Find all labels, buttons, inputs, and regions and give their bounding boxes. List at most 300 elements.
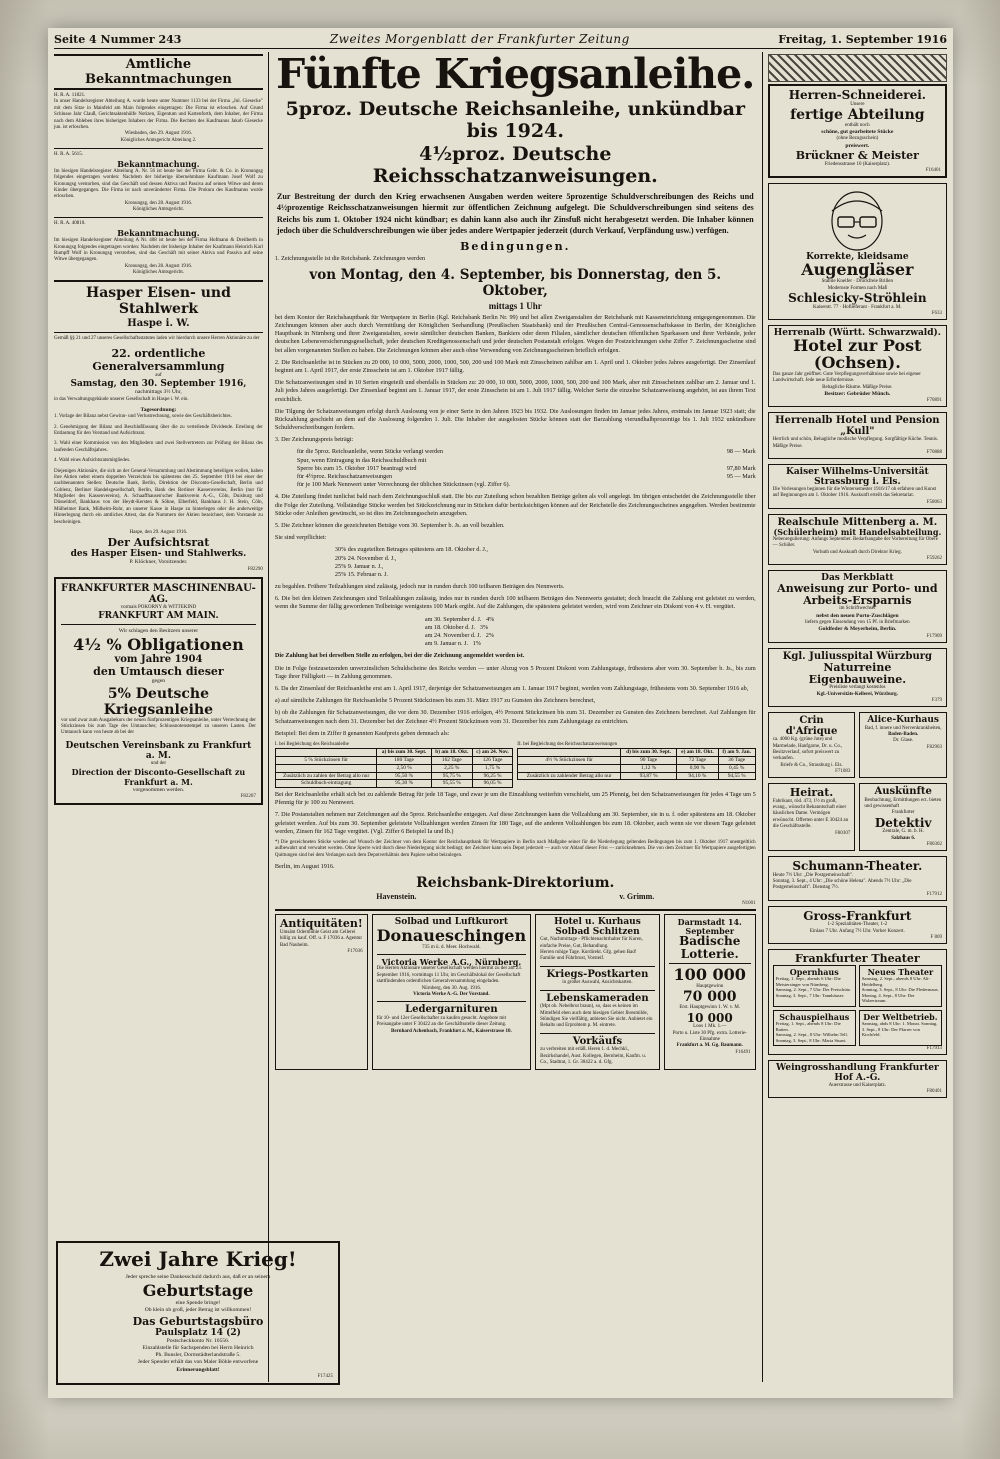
ad-contact: Vorhuth und Auskunft durch Direktor Krieg. [812,549,902,555]
ad-zwei-jahre-krieg[interactable] [56,1241,340,1385]
table-corner [275,749,377,757]
ad-title: Frankfurter Theater [795,952,920,966]
condition-5: 5. Die Zeichner können die gezeichneten Beträge vom 30. September b. Js. an voll bezahlen. [274,521,505,529]
decorative-ornament [768,54,947,82]
ad-office-address: Paulsplatz 14 (2) [155,1327,241,1338]
ad-ticket-price: Loos 1 Mk. 1.— [693,1024,727,1030]
ad-line: liefern gegen Einsendung von 15 Pf. in Briefmarken [804,620,910,626]
ad-sub-title: Victoria Werke A.G., Nürnberg. [381,956,522,967]
ad-gross-frankfurt[interactable] [768,906,947,944]
ad-body: ca. 4000 Kg. (grüne Jute) und Marmelade, Hanfgarne, Dr. u. Co., Besitzverlauf, sofort preiswert zu verkaufen. [772,737,843,762]
announcement-place: Kronungsg, den 28. August 1916. [124,200,193,206]
signature-authority: Reichsbank-Direktorium. [416,875,615,892]
ad-doctor: Dr. Glase. [893,738,914,744]
announcement-place: Kronungsg, den 28. August 1916. [124,263,193,269]
ad-line: Preisliste verlangt kostenlos [829,685,886,691]
payment-text: 15. Februar n. J. [347,570,388,578]
ad-hotel-name: Hotel zur Post (Ochsen). [793,336,922,373]
column-layout [54,52,947,1382]
table-cell: 95,55 % [431,780,472,788]
ad-into: 5% Deutsche Kriegsanleihe [103,685,214,718]
ad-location: Baden-Baden. [888,731,919,737]
discount-date: am 9. Januar n. J. [424,640,469,648]
condition-5b: Sie sind verpflichtet: [274,534,327,542]
venue-name: Neues Theater [867,966,934,977]
ad-highlight: Geburtstage [142,1281,254,1301]
ad-detektiv-zentrale[interactable] [859,783,947,851]
ad-code: F71083 [835,769,851,775]
ad-date: Darmstadt 14. September [677,917,742,936]
venue-line: Samstag, 2. Sept., 7 Uhr: Der Freischütz. [775,987,852,993]
ad-owner: Besitzer: Gebrüder Münch. [824,391,891,398]
ad-body-3: Familie und Führbrust, Vorsteif. [540,956,605,962]
ad-title: Alice-Kurhaus [867,715,939,726]
ad-body: Nebenregulierung: Anfangs September. Bedarfsangabe der Vorbereitung für Obere — Schüler. [772,536,939,549]
ad-body: vor und zwar zum Ausgabekurs der neuen fünfprozentigen Kriegsanleihe, unter Verrechnung der Stückzinsen bis zum Tage des Umtausches; Schlussnotenstempel zu unseren Lasten. Der Umtausch kann von heute ab bei der [61,717,256,736]
ad-weingrosshandlung[interactable] [768,1060,947,1098]
ad-city: FRANKFURT AM MAIN. [98,611,219,622]
conditions-heading: Bedingungen. [460,239,571,253]
ad-exchange: den Umtausch dieser [93,665,224,679]
ad-program-line: Heute 7½ Uhr: „Die Postgemeinschaft". [772,872,854,878]
portrait-illustration [814,189,900,251]
ad-title: Kgl. Juliusspital Würzburg [782,650,932,662]
ad-title: Herrenalb Hotel und Pension „Kull" [775,415,940,437]
payments-tail: zu begahlen. Frühere Teilzahlungen sind zulässig, jedoch nur in runden durch 100 teilbaren Beträgen des Nennwerts. [274,583,565,591]
ad-merkblatt-porto[interactable] [768,570,947,643]
ad-signer-line: Der Aufsichtsrat [107,536,210,550]
condition-2: 2. Die Reichsanleihe ist in Stücken zu 20 000, 10 000, 5000, 2000, 1000, 500, 200 und 100 Mark mit Zinsscheinen zahlbar am 1. April und 1. Oktober jedes Jahres ausgefertigt. Der Zinsenlauf beginnt am 1. April 1917, der erste Zinsschein ist am 1. Oktober 1917 fällig. [274,358,756,374]
ad-sub-body: (Mpt ob. Nebelbrut braun), so, dass es keinen im Mittelfeld eben auch dem hiesigen Gebiet Jhresmilde, Stündigen Sie vielfältig, anbieten Sie nicht. Anbietet ein Behalts und Erprobtem p. M. eintrete. [540,1004,653,1029]
ad-code: F58063 [926,499,942,505]
ad-meeting-time: nachmittags 3½ Uhr, [135,389,182,396]
ad-line: Modernste Formen nach Maß [827,285,887,291]
reichsanleihe-table [275,748,513,788]
theater-venue[interactable] [859,965,942,1007]
table-cell: 0,45 % [718,764,755,772]
ad-crin-dafrique[interactable] [768,712,856,778]
ad-augenglaeser[interactable] [768,183,947,320]
table-row-label [275,764,377,772]
table-row-label: Zusätzlich zu zahlender Betrag allo nur [518,772,621,780]
ad-highlight: fertige Abteilung [790,106,925,123]
ad-title: Korrekte, kleidsame [806,251,909,262]
ad-body: Das ganze Jahr geöffnet. Gute Verpflegungsverhältnisse sowie bei eigener Landwirtschaft. Jede neue Erfordernisse. [772,371,921,384]
payment-text: 24. November d. J., [347,554,397,562]
lead-paragraph: Zur Bestreitung der durch den Krieg erwachsenen Ausgaben werden weitere 5prozentige Schuldverschreibungen des Reichs und 4½prozentige Reichsschatzanweisungen hiermit zur öffentlichen Zeichnung aufgelegt. Die Schuldverschreibungen sind seitens des Reichs bis zum 1. Oktober 1924 nicht kündbar; es dahin kann also auch ihr Zinsfuß nicht herabgesetzt werden. Die Inhaber können jedoch über die Schuldverschreibungen wie über jedes andere Wertpapier jederzeit (durch Verkauf, Verpfändung usw.) verfügen. [276,192,754,235]
table-cell: 162 Tage [431,757,472,765]
ad-seller: Frankfurt a. M. Gg. Baumann. [676,1043,743,1049]
ad-place-date: Haspe, den 29. August 1916. [129,530,188,536]
ad-code: F17913 [926,1046,942,1052]
table-col-header: b) am 18. Okt. [431,749,472,757]
table-cell: 94,55 % [718,772,755,780]
ad-sub-body: für 10- und 12er Gesellschafter zu kaufen gesucht. Angebote mit Preisangabe unter F 30422 an die Geschäftsstelle dieser Zeitung. [376,1015,507,1028]
ad-code: F80302 [926,842,942,848]
two-up-ads [768,712,947,783]
ad-sub-title: Lebenskameraden [546,992,649,1004]
ad-code: F17425 [317,1374,333,1379]
masthead-right: Freitag, 1. September 1916 [778,33,947,46]
ad-bank-2: Direction der Disconto-Gesellschaft zu Frankfurt a. M. [71,767,246,788]
price-value: 95 — Mark [726,473,756,480]
ad-hasper-eisen [54,285,263,571]
announcement-item [54,93,263,144]
ad-title: Kaiser Wilhelms-Universität Strassburg i. Els. [786,467,929,487]
ad-headline: FRANKFURTER MASCHINENBAU-AG. [61,582,256,605]
price-list [297,448,756,489]
ad-sub-title: Ledergarnituren [405,1004,498,1016]
ad-meeting-title: 22. ordentliche Generalversammlung [92,346,225,373]
discount-date: am 24. November d. J. [424,632,482,639]
table-cell: 0,90 % [677,764,719,772]
ad-headline: Anweisung zur Porto- und Arbeits-Ersparnis [777,582,938,607]
ad-antiquitaeten[interactable] [275,914,368,1070]
ad-agenda-title: Tagesordnung: [140,406,177,413]
table-row-label [518,764,621,772]
table-col-header: d) bis zum 30. Sept. [621,749,677,757]
footnote: *) Die gezeichneten Stücke werden auf Wunsch der Zeichner von dem Kontor der Reichshauptbank für Wertpapiere in Berlin nach Maßgabe seiner für die Niederlegung geltenden Bedingungen bis zum 1. Oktober 1917 unentgeltlich aufbewahrt und verwaltet werden. Ohne Sperre wird durch diese Niederlegung nicht bedingt; der Zeichner kann sein Depot jederzeit — auch vor Ablauf dieser Frist — zurücknehmen. Die von dem Zeichner für Wertpapiere ausgefertigten Quittungen sind bei dem Verlangen nach dem Depotverhältnis dem Papiere selbst beizulegen. [274,839,756,858]
ad-code: F59262 [926,555,942,561]
ad-bank-1: Deutschen Vereinsbank zu Frankfurt a. M. [65,740,252,761]
ad-headline: Hasper Eisen- und Stahlwerk [85,285,231,318]
example-intro: Beispiel: Bei dem in Ziffer 8 genannten Kaufpreis geben demnach als: [274,729,450,737]
ad-line: Zentrale, G. m. b. H. [882,829,924,835]
ad-badische-lotterie[interactable] [664,914,756,1070]
ad-note: Diejenigen Aktionäre, die sich an der General-Versammlung und Abstimmung beteiligen wollen, haben ihre Aktien nebst einem doppelten Verzeichnis bis spätestens den 25. September 1916 bei einer der nachbenannten Stellen: Deutsche Bank, Berlin, Direktion der Disconto-Gesellschaft, Berlin und Coblenz, Berliner Handelsgesellschaft, Berlin, Bank des Berliner Kassenvereins, Berlin (nur für Mitglieder des Kassenvereins), A. Schaaffhausen'scher Bankverein A.-G., Cöln, Duisburg und Düsseldorf, Bankhaus von der Heydt-Kersten & Söhne, Elberfeld, Bankhaus J. H. Stein, Cöln, Mülheimer Bank, Mülheim-Ruhr, an unserer Kasse in Haspe zu hinterlegen oder die anderweitige Hinterlegung durch ein amtliches Attest, das die Nummern der Aktien bezeichnet, dem Vorstande zu bescheinigen. [54,468,263,525]
ad-code: F80401 [926,1089,942,1095]
place-date: Berlin, im August 1916. [274,863,335,871]
ad-code: F80307 [835,830,851,836]
table-row-label: Schuldbuch-eintragung [275,780,377,788]
ad-place-name: Donaueschingen [376,925,527,945]
table-cell: 2,50 % [377,764,431,772]
discount-pct: 4% [486,615,495,623]
ad-body: Fabrikant, röd. 473, 1½ m groß, evang., wünscht Bekanntschaft einer häuslichen Dame. Vermögen erwünscht. Offerten unter E 30424 an die Geschäftsstelle. [772,798,849,830]
schatzanweisungen-table [517,748,755,780]
ad-title: Antiquitäten! [279,917,363,931]
ad-line: Ph. Bunsler, Dormstädterlandstraße 5. [155,1352,241,1359]
masthead-center: Zweites Morgenblatt der Frankfurter Zeitung [329,32,630,46]
table-cell: 1,12 % [621,764,677,772]
table-cell: 1,75 % [472,764,512,772]
ad-obligation-year: vom Jahre 1904 [114,654,203,666]
table-col-header: f) am 9. Jan. [718,749,755,757]
ad-line: preiswert. [845,142,870,149]
ad-title: Crin d'Afrique [785,715,838,737]
ad-signer: P. Klöckner, Vorsitzender. [129,559,188,566]
announcement-item [54,221,263,276]
ad-hotel-zur-post[interactable] [768,325,947,407]
agenda-item: 3. Wahl einer Kommission von den Mitgliedern und zwei Stellvertretern zur Prüfung der Bilanz des laufenden Geschäftsjahres. [54,441,263,453]
ad-address: Auerstrasse und Kaiserplatz. [828,1082,887,1088]
payment-schedule [335,546,756,579]
theater-venue[interactable] [773,965,856,1007]
ad-code: F17912 [926,891,942,897]
ad-line: schöne, gut gearbeitete Stücke [821,129,894,136]
ad-prize-label-2: Erst. Hauptgewinn 1. W. v. M. [679,1005,741,1011]
table-cell: 126 Tage [472,757,512,765]
ad-code: F17036 [347,949,363,955]
official-announcements-heading: Amtliche Bekanntmachungen [54,54,263,90]
ad-alice-kurhaus[interactable] [859,712,947,778]
ad-schumann-theater[interactable] [768,856,947,901]
paper-sheet [48,28,953,1398]
condition-1-body: bei dem Kontor der Reichshauptbank für Wertpapiere in Berlin (Kgl. Reichsbank Berlin Nr. 99) und bei allen Zweiganstalten der Reichsbank mit Kasseneinrichtung entgegengenommen. Die Zeichnungen können aber auch durch Vermittlung der Königlichen Seehandlung (Preußischen Staatsbank) und der Preußischen Central-Genossenschaftskasse in Berlin, der Königlichen Hauptbank in Nürnberg und ihrer Zweiganstalten, sowie sämtlicher deutschen Banken, Bankiers oder deren Filialen, sämtlicher deutschen öffentlichen Sparkassen und ihrer Verbände, jeder deutschen Lebensversicherungsgesellschaft, jeder deutschen Kreditgenossenschaft und jeder deutschen Postanstalt erfolgen. Wegen der Postzeichnungen siehe Ziffer 7. Zeichnungsscheine sind bei allen vorgenannten Stellen zu haben. Die Zeichnungen können aber auch ohne Verwendung von Zeichnungsscheinen brieflich erfolgen. [274,313,756,354]
ad-body: Die Vorlesungen beginnen für die Wintersemester 1916/17 ob erfahren und Kunst auf Beginnungen am 1. Oktober 1916. Auskunft erteilt das Sekretariat. [772,487,937,499]
discount-pct: 1% [472,640,481,648]
price-value: 98 — Mark [726,448,756,456]
condition-4: 4. Die Zuteilung findet tunlichst bald nach dem Zeichnungsschluß statt. Die bis zur Zuteilung schon bezahlten Beträge gelten als voll angelegt. Im übrigen entscheidet die Zeichnungsstelle über die Folge der Zuteilung. Vollständige Stücke werden bei Stückzeichnung nur in Stücken dafür berücksichtigen können auf der Reichstelle des Zeichnungsscheines angegeben. Werden bestimmte Stücke oder Anleihen gewünscht, so ist dies im Zeichnungsschein anzugeben. [274,493,756,517]
price-label: Sperre bis zum 15. Oktober 1917 beantragt wird [296,464,417,472]
payment-pct: 25% [334,562,347,570]
theater-venue[interactable] [859,1010,942,1046]
condition-2b: Die Schatzanweisungen sind in 10 Serien eingeteilt und ebenfalls in Stücken zu: 20 000, 10 000, 5000, 2000, 1000, 500, 200 und 100 Mark, aber mit Zinsscheinen zahlbar am 2. Januar und 1. Juli jedes Jahres ausgefertigt. Der Zinsenlauf beginnt am 1. Januar 1917, der erste Zinsschein ist am 1. Juli 1917 fällig. Welcher Serie die einzelne Schatzanweisung angehört, ist aus ihrem Text ersichtlich. [274,379,756,403]
ad-solbad-schlitzen[interactable] [535,914,660,1070]
ad-body: Umsäm Odermühle Geist am Cellerei billig zu kauf. Off. u. F 17036 a. Agentur Bad Nauheim. [279,929,362,948]
condition-8: Die in Folge festzusetzenden unverzinslichen Schuldscheine des Reichs werden — unter Abzug von 5 Prozent Diskont vom Zahlungstage, frühestens aber vom 30. September b. Js., bis zum Tage ihrer Fälligkeit — in Zahlung genommen. [274,664,756,680]
ad-sub-tail: Nürnberg, den 30. Aug. 1916. [421,985,482,991]
ad-code: F82267 [240,794,256,800]
ad-highlight: Detektiv [874,815,932,830]
ad-subline: 735 m ü. d. Meer. Hochwald. [422,944,481,950]
ad-company: des Hasper Eisen- und Stahlwerks. [70,549,247,560]
ad-line: Einlass 7 Uhr. Anfang 7½ Uhr. Vorher Konzert. [809,928,905,934]
ad-program-line: Sonntag, 3. Sept., 4 Uhr: „Die schöne Helena". Abends 7½ Uhr: „Die Postgemeinschaft". Dienstag 7½. [772,879,912,891]
table-cell: 36 Tage [718,757,755,765]
condition-11: 7. Die Postanstalten nehmen nur Zeichnungen auf die 5proz. Reichsanleihe entgegen. Auf diese Zeichnungen kann die Vollzahlung am 30. September, sie in u. f. oder spätestens am 18. Oktober geleistet werden. Auf bis zum 30. September geleistete Vollzahlungen werden Zinsen für 180 Tage, auf die anderen Vollzahlungen bis zum 18. Oktober, auch wenn sie vor diesen Tage geleistet werden, Zinsen für 162 Tage vergütet. (Vgl. Ziffer 6 Beispiel Ia und Ib.) [274,811,756,835]
condition-9: 6. Da der Zinsenlauf der Reichsanleihe erst am 1. April 1917, derjenige der Schatzanweisungen am 1. Januar 1917 beginnt, werden vom Zahlungstage, frühestens vom 30. September 1916 ab, [274,684,749,692]
signer-name: Havenstein. [376,892,417,902]
price-value: 97,80 Mark [726,464,756,472]
ad-title: Realschule Mittenberg a. M. [777,516,938,528]
announcement-body: Im hiesigen Handelsregister Abteilung A Nr. 408 ist heute bei der Firma Hofmann & Dreilberth in Kronungsg folgendes eingetragen worden: Nachdem der bisherige Inhaber der Kaufmann Heinrich Karl Rumpff Wolf in Kronungsg verstorben, sind das Geschäft mit seiner Aktiva und Passiva auf seine Witwe übergegangen. [54,238,263,263]
announcement-body: In unser Handelsregister Abteilung A. wurde heute unter Nummer 1133 bei der Firma „Jul. Giesecke" mit dem Sitze in Mainfeld am Main folgendes eingetragen: Die Firma ist erloschen. Auf Grund Schlusse Jahr Clauß, Gerichtsaktenhülfe Notizen, Eigentum und Kartenforth, dem Inhaber, der Firma nach dem Ableben ihres bisherigen Inhabers der Firma. Die Rechten des Kaufmanns Jakob Giesecke jun. ist erloschen. [54,99,263,130]
ad-code: F 869 [930,935,942,941]
ad-tail: vorgenommen werden. [132,787,185,794]
ad-line: 1-2 Spezialitäten-Theater, 1-2 [827,922,888,928]
ad-sub-title: Vorkäufs [572,1035,623,1047]
ad-body-2: Herren ruhige Tage. Kurdirekt. Gfg. gehen Bad! [540,949,637,955]
ad-body: Gut, Nachtmittage - Pflichtenachtrhalter für Kuren, einfache Preise, Gut, Behandlung. [540,937,643,949]
ad-title: Herrenalb (Württ. Schwarzwald). [773,327,941,338]
ad-code: F633 [931,310,942,316]
venue-line: Samstag, 2. Sept., 8 Uhr: Wilhelm Tell. [775,1032,848,1038]
main-headline: Fünfte Kriegsanleihe. [276,50,755,98]
price-label: Spur, wenn Eintragung in das Reichsschuldbuch mit [296,456,427,464]
price-label: für die 5proz. Reichsanleihe, wenn Stücke verlangt werden [296,448,444,456]
left-column [54,52,269,1382]
announcement-body: Im hiesigen Handelsregister Abteilung A. Nr. 56 ist heute bei der Firma Gebr. & Co. in Kronungsg folgendes eingetragen worden: Nachdem der bisherige übernehmbare Kaufmann Josef Wolf zu Kronungsg verstorben, sind das Geschäft und dessen Aktiva und Passiva auf seinen Witwe und deren Kinder übergegangen. Die Firma ist nach unveränderter Firma. Die Prokura des Kaufmanns wurde erloschen. [54,168,263,200]
signer-name: v. Grimm. [619,892,655,902]
table-corner [518,749,621,757]
payment-pct: 25% [334,570,347,578]
ad-line: Stabile Kneifer · Druckfreie Brillen [821,279,894,285]
ad-publisher: Goldfeder & Meyerheim, Berlin. [818,626,897,633]
theater-program-row-2 [773,1010,942,1046]
ad-title: Solbad und Luftkurort [394,917,509,928]
ad-heirat[interactable] [768,783,856,851]
subscription-dates: von Montag, den 4. September, bis Donnerstag, den 5. Oktober, [309,266,722,299]
ad-company: Brückner & Meister [795,148,919,162]
table-row-label: Zusätzlich zu zahlen der Betrag allo nur [275,772,377,780]
ad-line: nebst den neuen Porto-Zuschlägen [816,612,899,619]
subheadline-2: 4½proz. Deutsche Reichsschatzanweisungen. [372,142,658,187]
masthead [54,32,947,49]
table-2-heading: II. bei Begleichung des Reichsschatzanweisungen [517,741,618,747]
condition-9a: a) auf sämtliche Zahlungen für Reichsanleihe 5 Prozent Stückzinsen bis zum 31. März 1917 zu Gunsten des Zeichners berechnet, [274,697,596,705]
ad-code: F16491 [735,1049,751,1055]
price-note: für je 100 Mark Nennwert unter Verrechnung der üblichen Stückzinsen (vgl. Ziffer 6). [296,481,511,489]
discount-pct: 2% [485,632,494,639]
ad-auf: auf [155,372,162,378]
ad-sub-body: Die Herren Aktionäre unserer Gesellschaft werden hiermit zu der am 23. September 1916, vormittags 11 Uhr, im Geschäftslokal der Gesellschaft stattfindenden ordentlichen Generalversammlung eingeladen. [376,966,523,985]
table-1-heading: I. bei Begleichung des Reichsanleihe [274,741,349,747]
ad-line: Ob klein ob groß, jeder Betrag ist willkommen! [144,1307,252,1314]
ad-frankfurter-maschinenbau [54,577,263,806]
venue-line: Freitag, 1. Sept., abends 6 Uhr: Die Meistersinger von Nürnberg. [775,976,841,987]
ad-lottery-name: Badische Lotterie. [679,934,741,961]
table-cell: 95,50 % [377,772,431,780]
ad-hotel-kull[interactable] [768,412,947,459]
announcement-ref: H. R. A. 5615. [54,152,84,158]
ad-realschule-miltenberg[interactable] [768,514,947,565]
theater-venue[interactable] [773,1010,856,1046]
payment-pct: 30% [334,546,347,554]
ad-line: Wir schlagen den Besitzern unserer [118,628,199,635]
venue-line: Sonntag, 3. Sept., 8 Uhr: Die Fledermaus. [861,987,939,993]
example-tables [275,742,756,788]
discount-date: am 30. September d. J. [424,615,482,623]
ad-gegen: gegen [151,678,166,685]
ad-juliusspital-wuerzburg[interactable] [768,648,947,707]
table-cell: 95,30 % [377,780,431,788]
ad-code: F82290 [247,566,263,572]
payment-pct: 20% [334,554,347,562]
ad-title: Das Merkblatt [821,572,894,583]
agenda-item: 1. Vorlage der Bilanz nebst Gewinn- und Verlustrechnung, sowie des Geschäftsberichtes. [54,414,232,420]
ad-line: Einzahlstelle für Sachspenden bei Herrn Heinrich [142,1344,254,1351]
ad-code: F70891 [926,398,942,404]
discount-pct: 3% [479,623,489,631]
ad-line: eine Spende bringe! [175,1300,221,1307]
venue-name: Der Weltbetrieb. [863,1011,938,1022]
ad-herren-schneiderei[interactable] [768,84,947,178]
ad-universitaet-strassburg[interactable] [768,464,947,509]
announcement-ref: H. R. A. 40810. [54,221,86,227]
ad-subtitle: (Schülerheim) mit Handelsabteilung. [773,527,942,538]
ad-prize-label: Hauptgewinn [696,984,724,990]
ad-title: Gross-Frankfurt [803,908,912,923]
ad-line: Erinnerungsblatt! [176,1366,220,1373]
ad-prize-2: 70 000 [682,989,737,1006]
ad-obligation-rate: 4½ % Obligationen [73,635,244,655]
theater-program-row [773,965,942,1007]
announcement-title: Bekanntmachung. [117,158,200,169]
ad-title: Herren-Schneiderei. [788,88,926,102]
article-code: N1001 [742,901,756,907]
announcement-authority: Königliches Amtsgericht. [132,207,184,213]
table-cell: 93,87 % [621,772,677,780]
venue-line: Montag, 4. Sept., 8 Uhr: Der Walzertraum. [861,992,915,1004]
ad-product: Naturreine Eigenbauweine. [808,661,907,686]
ad-company: Schlesicky-Ströhlein [788,290,927,305]
ad-sub-title: Kriegs-Postkarten [546,968,649,980]
ad-office: Das Geburtstagsbüro [132,1314,264,1328]
table-cell: 72 Tage [677,757,719,765]
ad-code: F16401 [925,167,941,173]
ad-title: Auskünfte [874,786,932,798]
ad-intro: Gemäß §§ 21 und 27 unseres Gesellschaftsstatutes laden wir hierdurch unsere Herren Aktionäre zu der [54,336,260,342]
ad-code: F17909 [926,633,942,639]
two-up-ads-2 [768,783,947,856]
table-cell: 90 Tage [621,757,677,765]
announcement-authority: Königliches Amtsgericht Abteilung 2. [120,137,197,143]
ad-line: Jeder Spender erhält das von Maler Böhle entworfene [137,1359,259,1366]
venue-name: Schauspielhaus [779,1011,850,1022]
ad-und: und der [150,760,166,766]
venue-line: Sonntag, 3. Sept., 7 Uhr: Tannhäuser. [775,992,845,998]
condition-6: 6. Die bei den kleinen Zeichnungen sind Teilzahlungen zulässig, indes nur in runden durch 100 teilbaren Beträgen des Nennwerts gestattet; doch braucht die Zahlung erst geleistet zu werden, wenn die Summe der fällig gewordenen Teilbeträge wenigstens 100 Mark ergibt. Auf die Zahlungen, die spätestens geleistet werden, wird vom Zeichner ein Diskont von 4 v. H. vergütet. [274,595,756,611]
ad-address: Salzhaus 6. [891,835,916,841]
ad-donaueschingen[interactable] [372,914,531,1070]
ad-title: Schumann-Theater. [792,859,923,874]
ad-prices: Behagliche Räume. Mäßige Preise. [822,384,893,390]
condition-9b: b) ob die Zahlungen für Schatzanweisungen, die vor dem 30. Dezember 1916 erfolgen, 4½ Prozent Stückzinsen bis zum 31. Dezember zu Gunsten des Zeichners berechnet. Auf Zahlungen für Schatzanweisungen nach dem 31. Dezember bei der Zeichner 4½ Prozent Stückzinsen vom 31. Dezember bis zum Zahlungstage zu entrichten. [274,709,756,725]
table-row-label: 5 % Stückzinsen für [275,757,377,765]
agenda-item: 4. Wahl eines Aufsichtsratsmitgliedes. [54,458,131,464]
ad-line: (ohne Bezugsschein) [836,136,879,142]
condition-3: 3. Der Zeichnungspreis beträgt: [274,436,354,444]
price-label: für 4½proz. Reichsschatzanweisungen [296,473,393,480]
ad-code: F379 [931,698,942,704]
center-column [269,52,763,1382]
ad-headline: Zwei Jahre Krieg! [99,1246,297,1271]
ad-meeting-place: in das Verwaltungsgebäude unserer Gesellschaft in Haspe i. W. ein. [54,396,189,402]
venue-name: Opernhaus [789,966,839,977]
venue-line: Samstag, abds 8 Uhr: 1. Monat. Sonntag, 3. Sept., 8 Uhr: Der Pfarrer von Kirchfeld. [861,1021,938,1038]
ad-product: Augengläser [801,260,914,280]
ad-code: F70888 [926,450,942,456]
ad-line: Unsere [850,101,865,107]
table-col-header: e) am 18. Okt. [677,749,719,757]
table-cell: 94,10 % [677,772,719,780]
announcement-title: Bekanntmachung. [117,227,200,238]
table-col-header: c) am 24. Nov. [472,749,512,757]
announcement-ref: H. R. A. 11821. [54,93,86,98]
ad-seller: Kgl.-Universitäts-Kellerei, Würzburg. [816,691,898,697]
venue-line: Samstag, 2. Sept., abends 8 Uhr: Alt-Heidelberg. [861,976,930,987]
right-column [763,52,947,1382]
signers [275,892,756,901]
ad-line: Bad, f. innere und Nervenkrankheiten, [864,725,942,731]
ad-subheadline: Haspe i. W. [127,318,190,330]
table-cell: 2,25 % [431,764,472,772]
ad-body: Herrlich und schön, Behagliche modische Verpflegung. Sorgfältige Küche. Tennis. Mäßige Preise. [772,437,939,449]
ad-sub-signature: Victoria Werke A.-G. Der Vorstand. [413,991,490,997]
ad-address: Kaiserstr. 77 · Hoflieferant · Frankfurt a. M. [813,304,902,310]
announcement-item [54,152,263,213]
subscription-time: mittags 1 Uhr [488,300,542,311]
payment-text: des zugeteilten Betrages spätestens am 18. Oktober d. J., [347,546,488,554]
table-cell: 95,75 % [431,772,472,780]
ad-frankfurter-theater[interactable] [768,949,947,1055]
ad-account: Postscheckkonto Nr. 10556. [166,1337,230,1344]
ad-sub-body: zu verbreiten mit erläß. Heren 1. d. Mechkl., Bezirkshandel, Aust. Kollegen, Bernheim, Kaufm. u. Co., Stadtrat, 1. Gr. 30422 a. d. Gfg. [540,1047,647,1065]
ad-line: Beobachtung, Ermittlungen ect. bieten und gewissenhaft [864,797,942,809]
announcement-place: Wiesbaden, den 29. August 1916. [124,131,193,137]
ad-line: im Schriftwechsel [839,606,876,612]
